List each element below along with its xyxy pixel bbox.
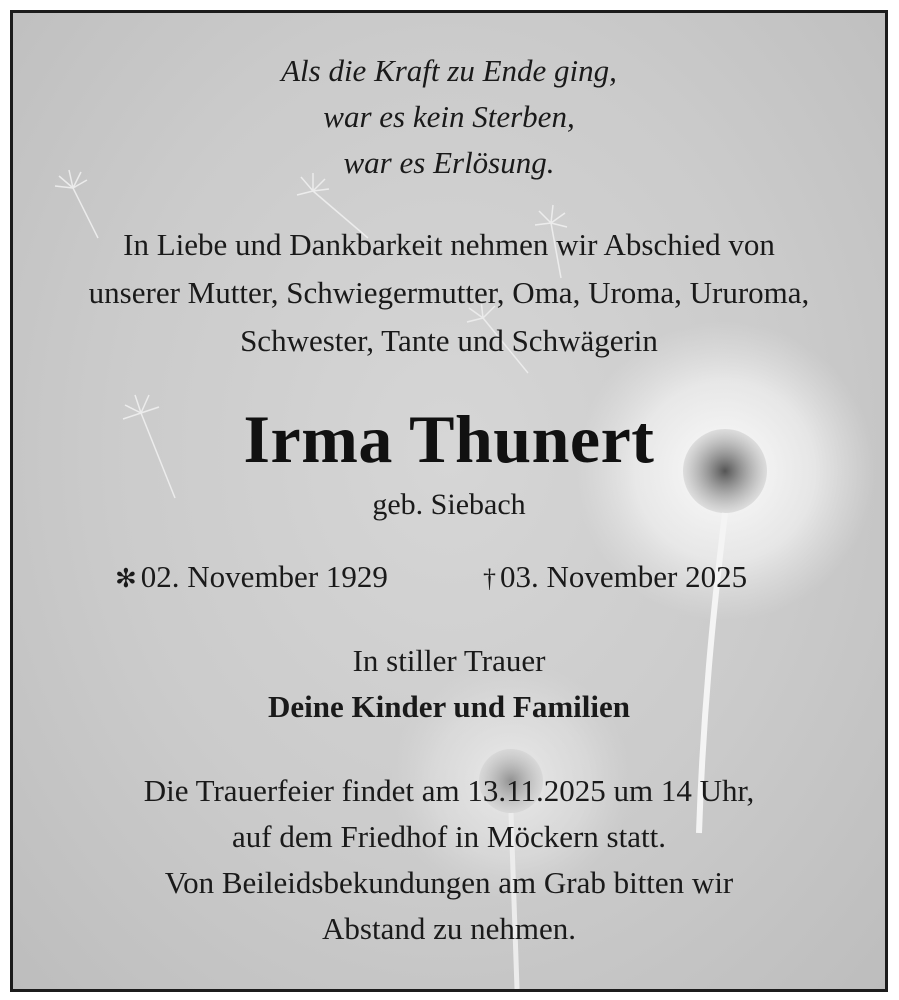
birth-name: geb. Siebach <box>372 488 526 521</box>
ceremony-line: auf dem Friedhof in Möckern statt. <box>232 819 666 854</box>
mourners-signature: Deine Kinder und Familien <box>268 689 630 724</box>
poem-line: war es Erlösung. <box>343 145 555 180</box>
death-date-group <box>483 559 747 597</box>
mourning-line: In stiller Trauer <box>352 643 546 678</box>
life-dates <box>13 559 885 595</box>
poem-line: Als die Kraft zu Ende ging, <box>281 53 617 88</box>
death-date: 03. November 2025 <box>500 559 748 594</box>
ceremony-line: Abstand zu nehmen. <box>322 911 576 946</box>
obituary-notice <box>10 10 888 992</box>
birth-star-icon: ✻ <box>115 564 137 593</box>
intro-line: Schwester, Tante und Schwägerin <box>240 323 658 358</box>
intro-line: In Liebe und Dankbarkeit nehmen wir Abschied von <box>123 227 775 262</box>
ceremony-line: Die Trauerfeier findet am 13.11.2025 um 14 Uhr, <box>143 773 755 808</box>
ceremony-line: Von Beileidsbekundungen am Grab bitten wir <box>164 865 734 900</box>
birth-date: 02. November 1929 <box>140 559 388 594</box>
birth-date-group <box>115 559 388 597</box>
notice-text <box>13 13 885 989</box>
death-cross-icon: † <box>483 564 496 593</box>
deceased-name: Irma Thunert <box>243 401 655 477</box>
intro-line: unserer Mutter, Schwiegermutter, Oma, Uroma, Ururoma, <box>88 275 810 310</box>
poem-line: war es kein Sterben, <box>323 99 575 134</box>
